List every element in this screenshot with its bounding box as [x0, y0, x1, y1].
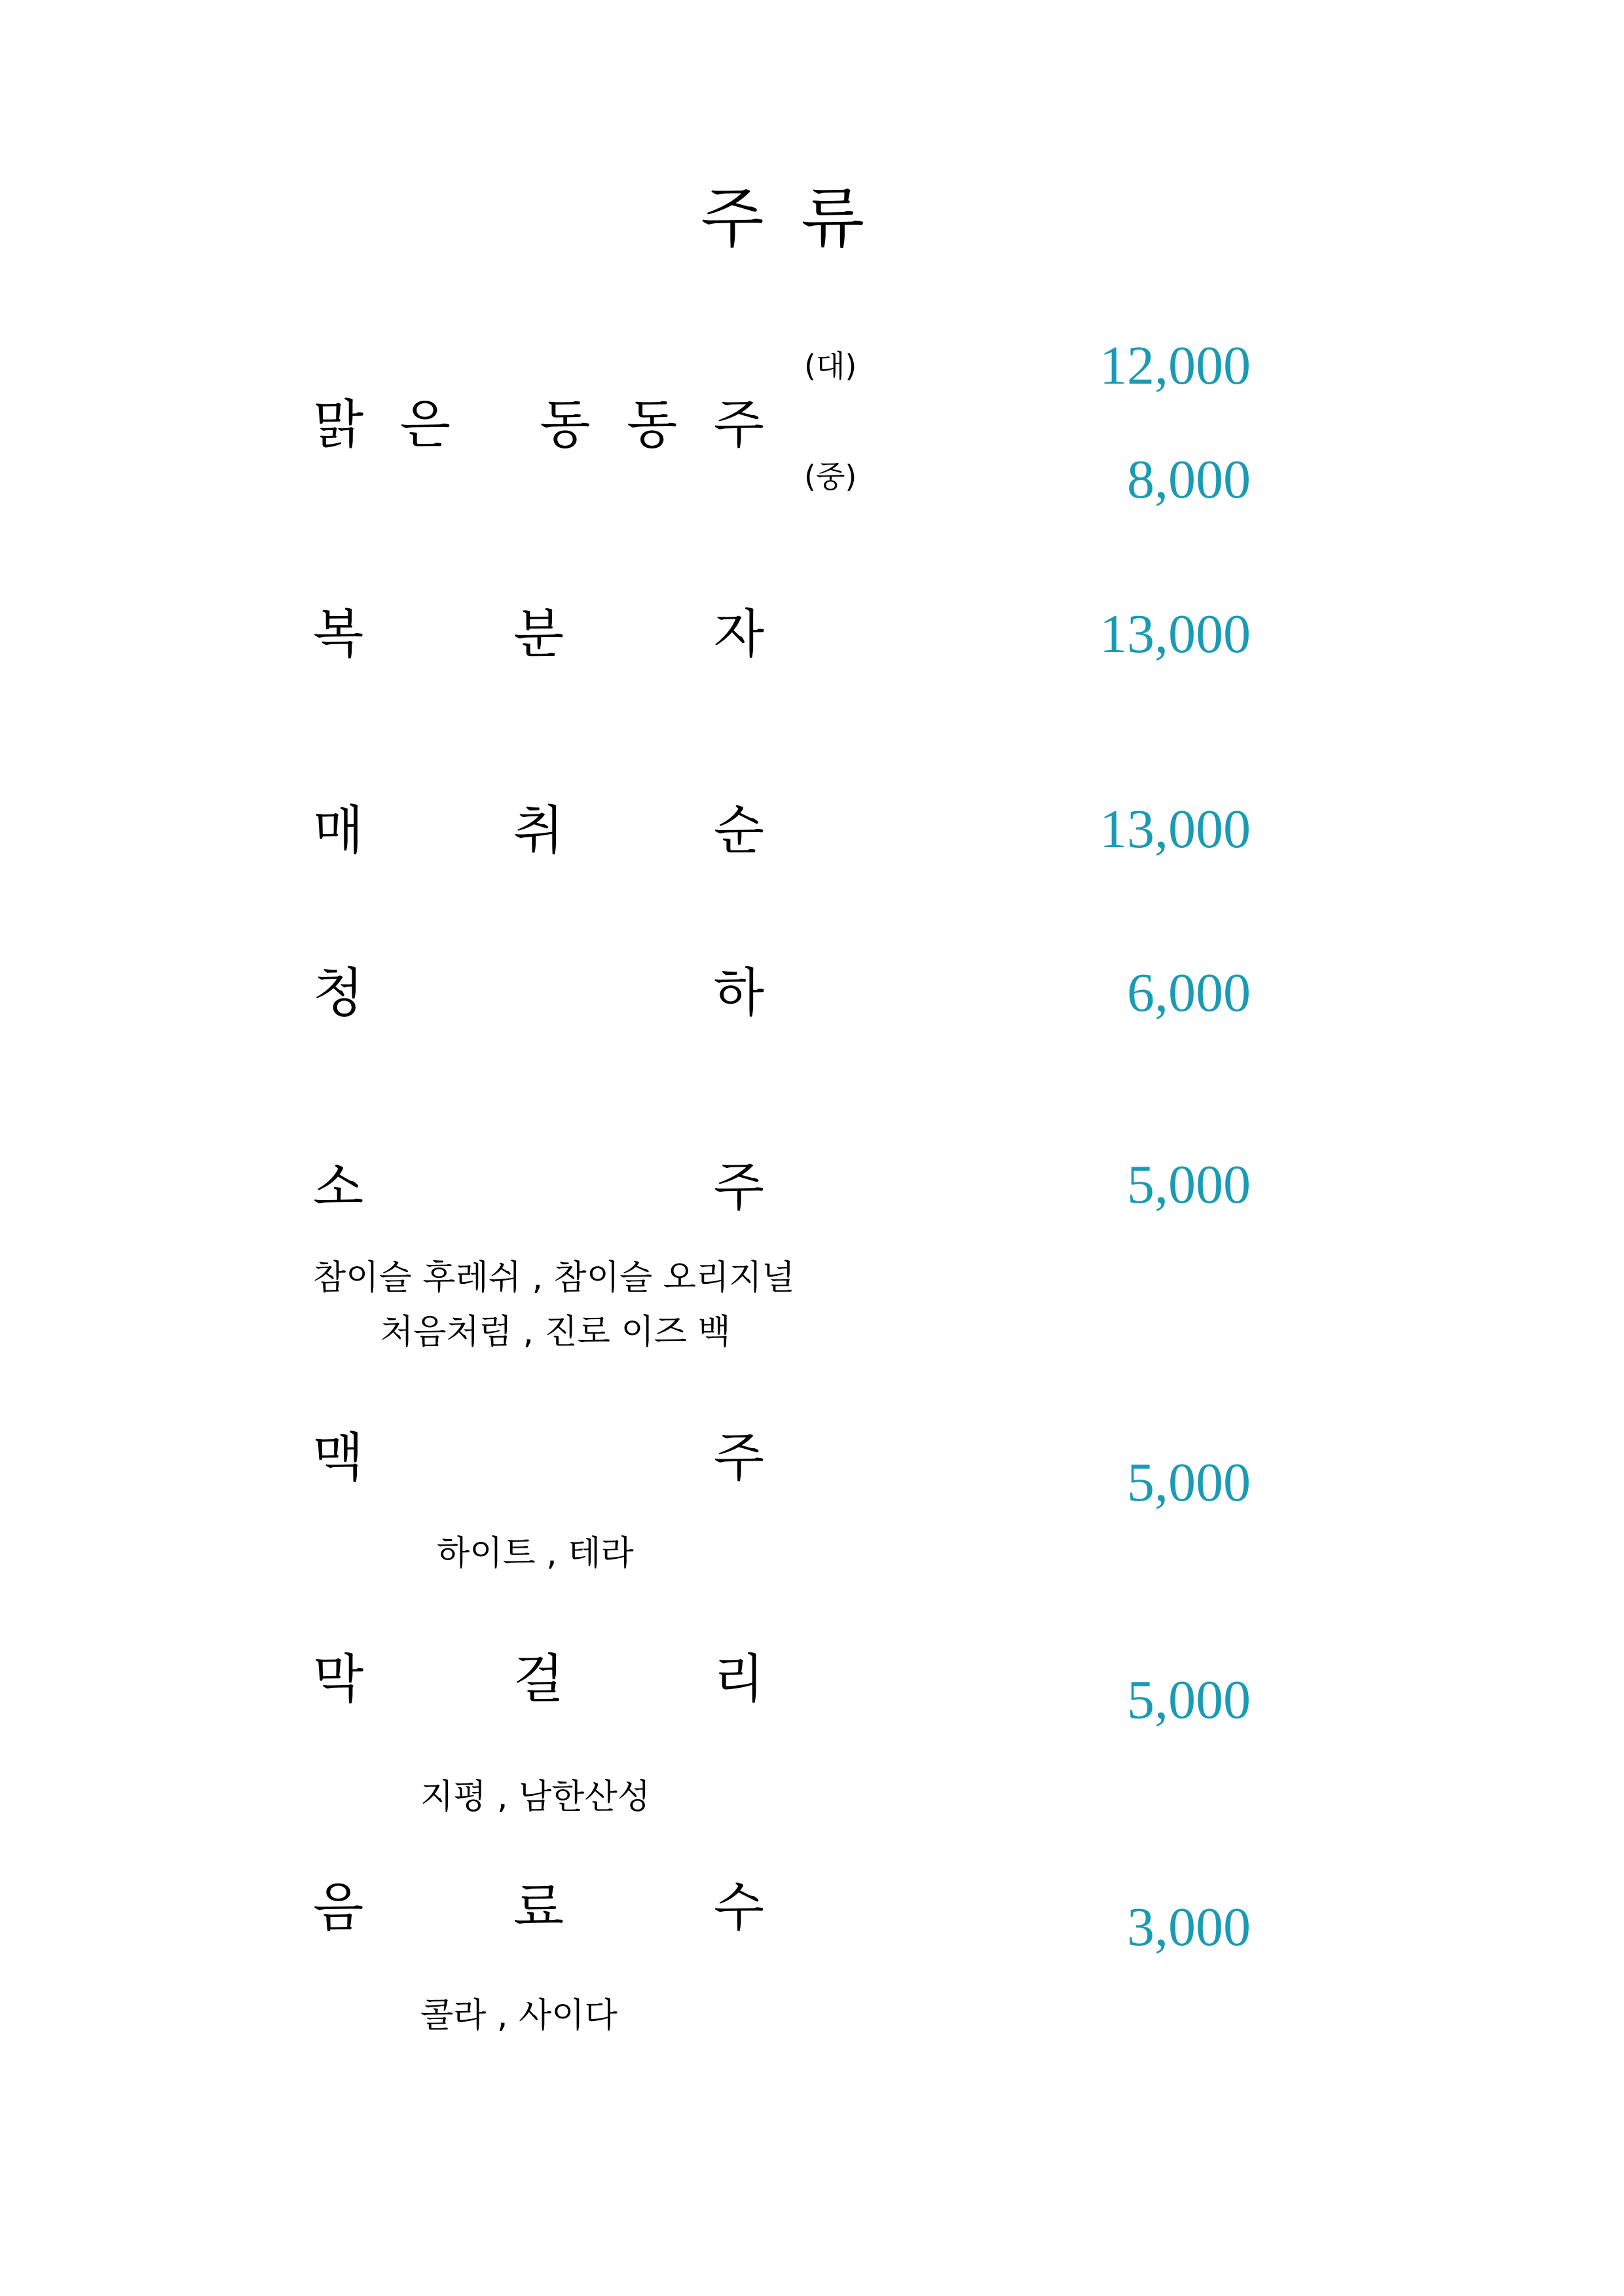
label-character: 하	[713, 962, 764, 1023]
label-character: 맑	[313, 394, 364, 455]
price-soft-drinks: 3,000	[1127, 1897, 1251, 1958]
price-cheongha: 6,000	[1127, 962, 1251, 1023]
label-character: 매	[313, 800, 364, 861]
label-character: 류	[801, 180, 864, 257]
item-name-soft-drinks	[313, 1877, 764, 1938]
brands-makgeolli: 지평 , 남한산성	[420, 1777, 650, 1817]
label-character: 주	[713, 394, 764, 455]
label-character: 걸	[513, 1649, 564, 1709]
label-character: 동	[626, 394, 678, 455]
label-character: 복	[313, 604, 364, 665]
label-character: 료	[513, 1877, 564, 1938]
label-character: 동	[540, 394, 591, 455]
item-name-beer	[313, 1427, 764, 1488]
label-character: 주	[713, 1427, 764, 1488]
label-character: 주	[713, 1157, 764, 1218]
brands-soju-line-2: 처음처럼 , 진로 이즈 백	[380, 1313, 731, 1352]
label-character: 주	[701, 180, 764, 257]
brands-soju-line-1: 참이슬 후레쉬 , 참이슬 오리지널	[313, 1258, 795, 1298]
item-name-maechwisun	[313, 800, 764, 861]
label-character	[487, 399, 503, 451]
price-bokbunja: 13,000	[1099, 604, 1251, 665]
brands-soft-drinks: 콜라 , 사이다	[420, 1996, 618, 2035]
label-character: 은	[399, 394, 451, 455]
label-character: 청	[313, 962, 364, 1023]
label-character: 취	[513, 800, 564, 861]
label-character: 리	[713, 1649, 764, 1709]
label-character: 수	[713, 1877, 764, 1938]
label-character: 분	[513, 604, 564, 665]
item-name-soju	[313, 1157, 764, 1218]
label-character: 음	[313, 1877, 364, 1938]
label-character: 막	[313, 1649, 364, 1709]
item-name-cheongha	[313, 962, 764, 1023]
size-label-large: (대)	[804, 348, 857, 384]
item-name-makgeolli-clear	[313, 394, 764, 455]
label-character: 자	[713, 604, 764, 665]
price-maechwisun: 13,000	[1099, 799, 1251, 860]
label-character: 순	[713, 800, 764, 861]
label-character: 맥	[313, 1427, 364, 1488]
item-name-bokbunja	[313, 604, 764, 665]
price-makgeolli: 5,000	[1127, 1669, 1251, 1730]
page-title	[701, 180, 864, 257]
label-character: 소	[313, 1157, 364, 1218]
item-name-makgeolli	[313, 1649, 764, 1709]
brands-beer: 하이트 , 테라	[437, 1534, 634, 1573]
price-large: 12,000	[1099, 335, 1251, 396]
size-label-medium: (중)	[804, 459, 857, 494]
price-soju: 5,000	[1127, 1154, 1251, 1215]
price-medium: 8,000	[1127, 449, 1251, 510]
price-beer: 5,000	[1127, 1452, 1251, 1513]
